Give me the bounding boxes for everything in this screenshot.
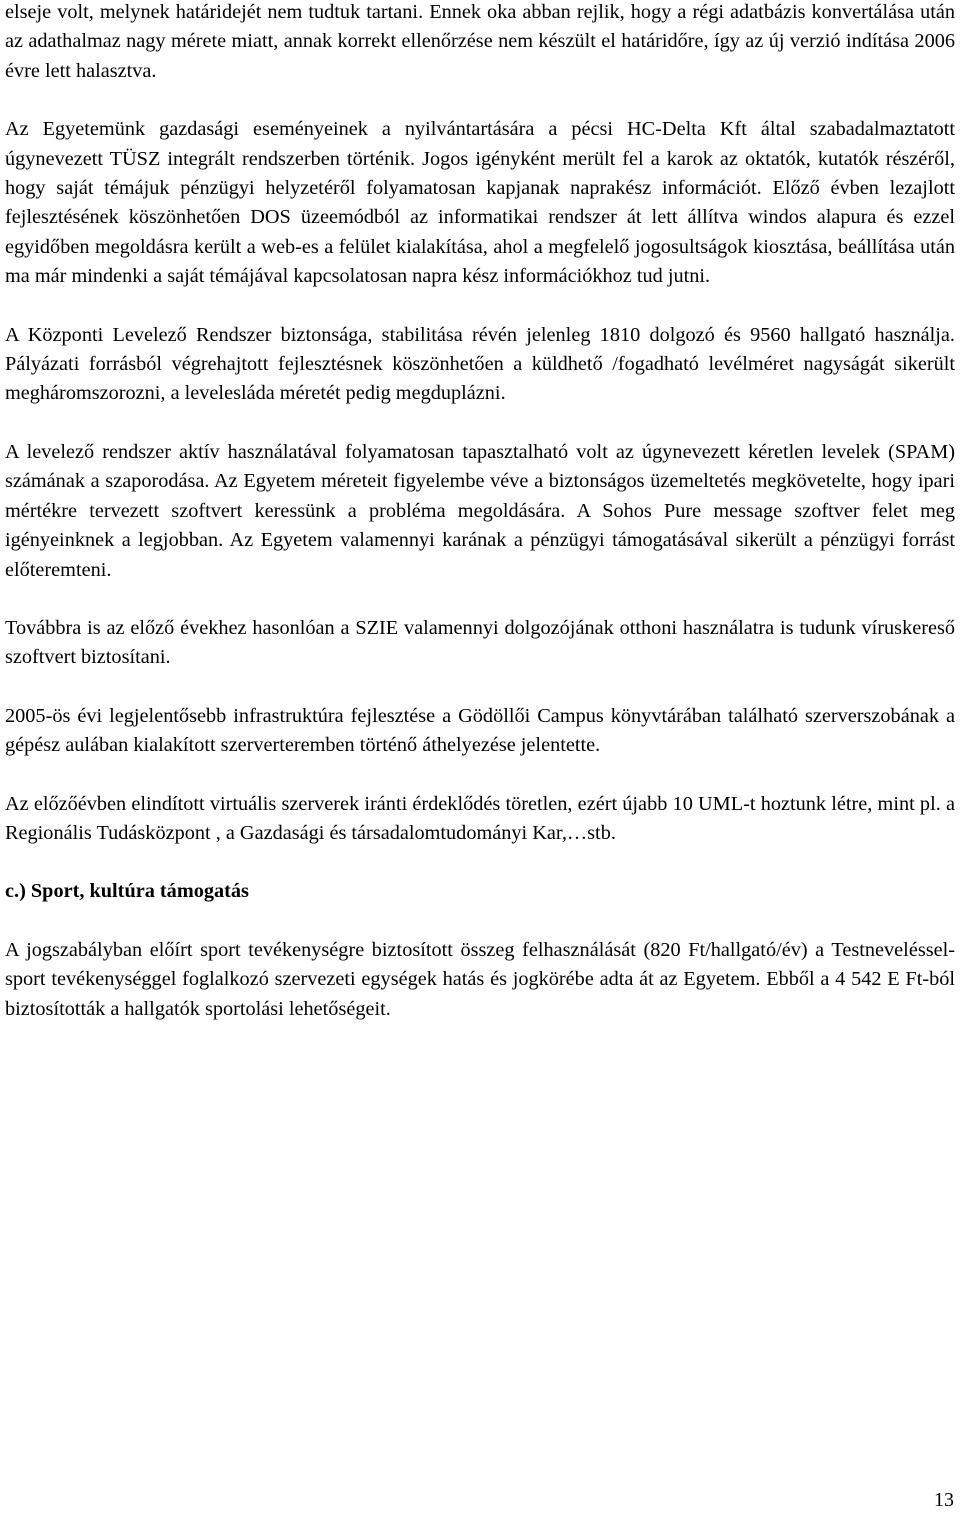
paragraph-virtual-servers: Az előzőévben elindított virtuális szerverek iránti érdeklődés töretlen, ezért újabb 10 UML-t hoztunk létre, mint pl. a Regionális Tudásközpont , a Gazdasági és társadalomtudományi Kar,…stb. [5, 792, 955, 844]
paragraph-spam-filter: A levelező rendszer aktív használatával folyamatosan tapasztalható volt az úgynevezett kéretlen levelek (SPAM) számának a szaporodása. Az Egyetem méreteit figyelembe véve a biztonságos üzemeltetés megkövetelte, hogy ipari mértékre tervezett szoftvert keressünk a probléma megoldására. A Sohos Pure message szoftver felet meg igényeinknek a legjobban. Az Egyetem valamennyi karának a pénzügyi támogatásával sikerült a pénzügyi forrást előteremteni. [5, 440, 955, 581]
paragraph-central-mail-system: A Központi Levelező Rendszer biztonsága, stabilitása révén jelenleg 1810 dolgozó és 9560 hallgató használja. Pályázati forrásból végrehajtott fejlesztésnek köszönhetően a küldhető /fogadható levélméret nagyságát sikerült megháromszorozni, a levelesláda méretét pedig megduplázni. [5, 323, 955, 405]
paragraph-tusz-system: Az Egyetemünk gazdasági eseményeinek a nyilvántartására a pécsi HC-Delta Kft által szabadalmaztatott úgynevezett TÜSZ integrált rendszerben történik. Jogos igényként merült fel a karok az oktatók, kutatók részéről, hogy saját témájuk pénzügyi helyzetéről folyamatosan kapjanak naprakész információt. Előző évben lezajlott fejlesztésének köszönhetően DOS üzeemódból az informatikai rendszer át lett állítva windos alapura és ezzel egyidőben megoldásra került a web-es a felület kialakítása, ahol a megfelelő jogosultságok kiosztása, beállítása után ma már mindenki a saját témájával kapcsolatosan napra kész információkhoz tud jutni. [5, 118, 955, 288]
paragraph-database-conversion: elseje volt, melynek határidejét nem tudtuk tartani. Ennek oka abban rejlik, hogy a régi adatbázis konvertálása után az adathalmaz nagy mérete miatt, annak korrekt ellenőrzése nem készült el határidőre, így az új verzió indítása 2006 évre lett halasztva. [5, 1, 955, 82]
paragraph-server-room: 2005-ös évi legjelentősebb infrastruktúra fejlesztése a Gödöllői Campus könyvtárában található szerverszobának a gépész aulában kialakított szerverteremben történő áthelyezése jelentette. [5, 704, 955, 757]
page-number: 13 [934, 1489, 954, 1511]
section-heading-sport-culture: c.) Sport, kultúra támogatás [5, 880, 249, 903]
paragraph-antivirus: Továbbra is az előző évekhez hasonlóan a SZIE valamennyi dolgozójának otthoni használatra is tudunk víruskereső szoftvert biztosítani. [5, 616, 955, 669]
paragraph-sport-funding: A jogszabályban előírt sport tevékenységre biztosított összeg felhasználását (820 Ft/hallgató/év) a Testneveléssel- sport tevékenységgel foglalkozó szervezeti egységek hatás és jogkörébe adta át az Egyetem. Ebből a 4 542 E Ft-ból biztosították a hallgatók sportolási lehetőségeit. [5, 938, 955, 1020]
